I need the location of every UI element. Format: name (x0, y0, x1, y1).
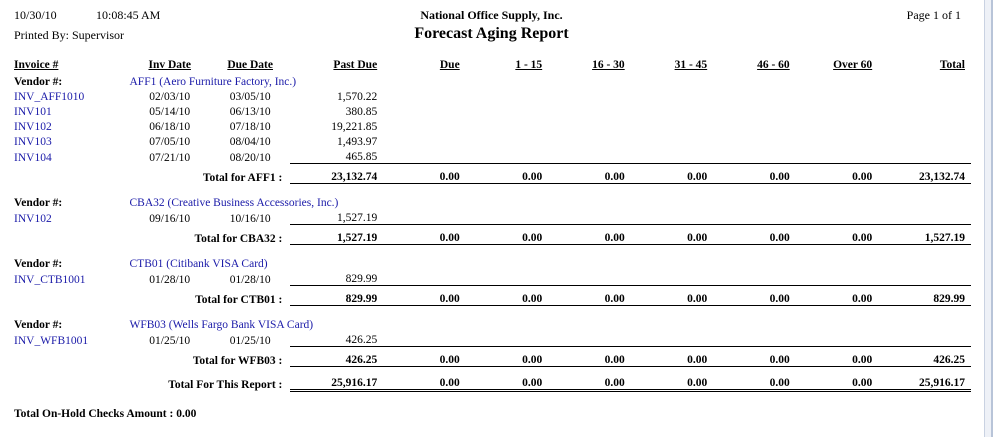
amount-46-60 (713, 118, 796, 133)
group-total-total: 426.25 (878, 347, 971, 367)
amount-total (878, 148, 971, 164)
due-date: 08/20/10 (229, 151, 271, 164)
group-total-row (14, 286, 971, 306)
amount-total (878, 209, 971, 225)
group-total-total: 829.99 (878, 286, 971, 306)
due-date: 06/13/10 (229, 106, 271, 118)
col-16-30: 16 - 30 (592, 59, 625, 71)
invoice-number[interactable]: INV_AFF1010 (14, 91, 85, 103)
col-invoice: Invoice # (14, 59, 59, 71)
page-title: Forecast Aging Report (414, 25, 569, 42)
amount-over-60 (796, 148, 879, 164)
amount-past-due: 1,570.22 (336, 91, 378, 103)
amount-1-15 (466, 103, 549, 118)
amount-past-due: 19,221.85 (331, 121, 378, 133)
amount-over-60 (796, 331, 879, 347)
table-row[interactable] (14, 270, 971, 286)
amount-16-30 (548, 88, 631, 103)
report-time: 10:08:45 AM (96, 8, 161, 22)
group-total-1-15: 0.00 (466, 347, 549, 367)
amount-16-30 (548, 133, 631, 148)
due-date: 03/05/10 (229, 91, 271, 103)
col-past-due: Past Due (333, 59, 378, 71)
amount-over-60 (796, 133, 879, 148)
amount-due (383, 270, 466, 286)
group-total-16-30: 0.00 (548, 164, 631, 184)
group-spacer (14, 306, 971, 315)
inv-date: 05/14/10 (149, 106, 191, 118)
amount-31-45 (631, 103, 714, 118)
group-total-46-60: 0.00 (713, 286, 796, 306)
amount-31-45 (631, 133, 714, 148)
amount-past-due: 380.85 (345, 106, 378, 118)
vendor-label-text: Vendor #: (14, 319, 63, 331)
amount-due (383, 209, 466, 225)
amount-due (383, 103, 466, 118)
vendor-label (14, 314, 130, 331)
table-header-row (14, 54, 971, 71)
table-row[interactable] (14, 148, 971, 164)
group-total-label: Total for CTB01 : (195, 293, 283, 306)
due-date: 07/18/10 (229, 121, 271, 133)
group-total-16-30: 0.00 (548, 225, 631, 245)
group-spacer (14, 184, 971, 193)
amount-1-15 (466, 270, 549, 286)
group-total-31-45: 0.00 (631, 164, 714, 184)
vendor-name-text: AFF1 (Aero Furniture Factory, Inc.) (129, 76, 297, 88)
report-header (14, 8, 969, 54)
inv-date: 02/03/10 (149, 91, 191, 103)
group-total-due: 0.00 (383, 286, 466, 306)
invoice-number[interactable]: INV_WFB1001 (14, 334, 89, 347)
vendor-label-text: Vendor #: (14, 258, 63, 270)
group-total-due: 0.00 (383, 347, 466, 367)
group-total-label: Total for WFB03 : (192, 354, 283, 367)
amount-16-30 (548, 118, 631, 133)
amount-31-45 (631, 270, 714, 286)
group-total-past-due: 23,132.74 (290, 164, 383, 184)
amount-over-60 (796, 88, 879, 103)
amount-due (383, 118, 466, 133)
amount-16-30 (548, 270, 631, 286)
group-total-46-60: 0.00 (713, 225, 796, 245)
col-total: Total (939, 59, 965, 71)
group-total-46-60: 0.00 (713, 164, 796, 184)
amount-46-60 (713, 148, 796, 164)
table-row[interactable] (14, 88, 971, 103)
col-1-15: 1 - 15 (515, 59, 543, 71)
group-total-label: Total for CBA32 : (194, 232, 283, 245)
vendor-name-cell[interactable] (130, 314, 972, 331)
grand-total-over-60: 0.00 (796, 367, 879, 391)
aging-table (14, 54, 971, 392)
vendor-header-row (14, 253, 971, 270)
amount-past-due: 829.99 (345, 273, 378, 285)
amount-46-60 (713, 331, 796, 347)
due-date: 01/25/10 (229, 334, 271, 347)
inv-date: 01/25/10 (149, 334, 191, 347)
vendor-label (14, 192, 130, 209)
amount-46-60 (713, 133, 796, 148)
table-row[interactable] (14, 103, 971, 118)
amount-1-15 (466, 88, 549, 103)
vendor-name-text: CTB01 (Citibank VISA Card) (129, 258, 268, 270)
group-total-31-45: 0.00 (631, 347, 714, 367)
grand-total-past-due: 25,916.17 (290, 367, 383, 391)
amount-31-45 (631, 88, 714, 103)
amount-total (878, 118, 971, 133)
amount-16-30 (548, 148, 631, 164)
grand-total-1-15: 0.00 (466, 367, 549, 391)
amount-past-due: 1,527.19 (336, 212, 378, 224)
group-total-row (14, 225, 971, 245)
amount-total (878, 103, 971, 118)
invoice-number[interactable]: INV104 (14, 151, 52, 164)
grand-total-31-45: 0.00 (631, 367, 714, 391)
spacer-cell (14, 245, 971, 254)
page-number: Page 1 of 1 (906, 8, 961, 22)
amount-past-due: 465.85 (345, 151, 378, 163)
amount-46-60 (713, 88, 796, 103)
grand-total-46-60: 0.00 (713, 367, 796, 391)
table-row[interactable] (14, 209, 971, 225)
amount-31-45 (631, 209, 714, 225)
table-row[interactable] (14, 133, 971, 148)
vendor-name-cell[interactable] (130, 192, 972, 209)
invoice-number[interactable]: INV_CTB1001 (14, 273, 86, 286)
invoice-number[interactable]: INV103 (14, 136, 52, 148)
group-total-past-due: 829.99 (290, 286, 383, 306)
group-total-46-60: 0.00 (713, 347, 796, 367)
col-over-60: Over 60 (833, 59, 873, 71)
group-total-total: 1,527.19 (878, 225, 971, 245)
amount-31-45 (631, 118, 714, 133)
group-spacer (14, 245, 971, 254)
vendor-name-cell[interactable] (130, 71, 972, 88)
group-total-16-30: 0.00 (548, 347, 631, 367)
inv-date: 01/28/10 (149, 273, 191, 286)
grand-total-total: 25,916.17 (878, 367, 971, 391)
grand-total-row (14, 367, 971, 391)
amount-over-60 (796, 103, 879, 118)
vendor-name-text: WFB03 (Wells Fargo Bank VISA Card) (129, 319, 314, 331)
amount-due (383, 148, 466, 164)
on-hold-total: Total On-Hold Checks Amount : 0.00 (14, 408, 197, 420)
vendor-header-row (14, 314, 971, 331)
spacer-cell (14, 306, 971, 315)
amount-past-due: 1,493.97 (336, 136, 378, 148)
group-total-past-due: 1,527.19 (290, 225, 383, 245)
amount-16-30 (548, 331, 631, 347)
group-total-1-15: 0.00 (466, 286, 549, 306)
amount-1-15 (466, 331, 549, 347)
invoice-number[interactable]: INV102 (14, 121, 52, 133)
inv-date: 09/16/10 (149, 212, 191, 225)
amount-total (878, 88, 971, 103)
due-date: 01/28/10 (229, 273, 271, 286)
group-total-over-60: 0.00 (796, 286, 879, 306)
inv-date: 06/18/10 (149, 121, 191, 133)
vendor-label (14, 71, 130, 88)
company-name: National Office Supply, Inc. (420, 8, 563, 22)
vendor-label-text: Vendor #: (14, 197, 63, 209)
inv-date: 07/05/10 (149, 136, 191, 148)
amount-46-60 (713, 103, 796, 118)
vendor-label (14, 253, 130, 270)
col-due: Due (439, 59, 460, 71)
vendor-header-row (14, 71, 971, 88)
table-body (14, 71, 971, 391)
group-total-due: 0.00 (383, 225, 466, 245)
amount-total (878, 270, 971, 286)
due-date: 10/16/10 (229, 212, 271, 225)
grand-total-label: Total For This Report : (168, 378, 283, 391)
group-total-31-45: 0.00 (631, 286, 714, 306)
amount-total (878, 331, 971, 347)
amount-1-15 (466, 209, 549, 225)
grand-total-16-30: 0.00 (548, 367, 631, 391)
amount-16-30 (548, 209, 631, 225)
amount-total (878, 133, 971, 148)
group-total-label: Total for AFF1 : (202, 171, 283, 184)
group-total-past-due: 426.25 (290, 347, 383, 367)
group-total-row (14, 164, 971, 184)
vendor-name-cell[interactable] (130, 253, 972, 270)
group-total-over-60: 0.00 (796, 164, 879, 184)
amount-46-60 (713, 270, 796, 286)
amount-over-60 (796, 209, 879, 225)
table-row[interactable] (14, 118, 971, 133)
group-total-16-30: 0.00 (548, 286, 631, 306)
amount-over-60 (796, 270, 879, 286)
group-total-over-60: 0.00 (796, 225, 879, 245)
col-due-date: Due Date (227, 59, 273, 71)
group-total-1-15: 0.00 (466, 225, 549, 245)
amount-1-15 (466, 133, 549, 148)
vendor-name-text: CBA32 (Creative Business Accessories, Inc.) (129, 197, 339, 209)
group-total-row (14, 347, 971, 367)
table-row[interactable] (14, 331, 971, 347)
report-date: 10/30/10 (14, 8, 57, 22)
amount-16-30 (548, 103, 631, 118)
spacer-cell (14, 184, 971, 193)
printed-by: Printed By: Supervisor (14, 28, 124, 42)
amount-31-45 (631, 331, 714, 347)
amount-past-due: 426.25 (345, 334, 378, 346)
group-total-1-15: 0.00 (466, 164, 549, 184)
vendor-header-row (14, 192, 971, 209)
col-31-45: 31 - 45 (674, 59, 708, 71)
amount-1-15 (466, 118, 549, 133)
grand-total-due: 0.00 (383, 367, 466, 391)
invoice-number[interactable]: INV102 (14, 212, 52, 225)
vendor-label-text: Vendor #: (14, 76, 63, 88)
invoice-number[interactable]: INV101 (14, 106, 52, 118)
col-inv-date: Inv Date (148, 59, 191, 71)
group-total-over-60: 0.00 (796, 347, 879, 367)
group-total-due: 0.00 (383, 164, 466, 184)
amount-due (383, 133, 466, 148)
amount-due (383, 88, 466, 103)
group-total-31-45: 0.00 (631, 225, 714, 245)
due-date: 08/04/10 (229, 136, 271, 148)
inv-date: 07/21/10 (149, 151, 191, 164)
amount-1-15 (466, 148, 549, 164)
amount-due (383, 331, 466, 347)
group-total-total: 23,132.74 (878, 164, 971, 184)
amount-31-45 (631, 148, 714, 164)
col-46-60: 46 - 60 (757, 59, 790, 71)
amount-46-60 (713, 209, 796, 225)
amount-over-60 (796, 118, 879, 133)
